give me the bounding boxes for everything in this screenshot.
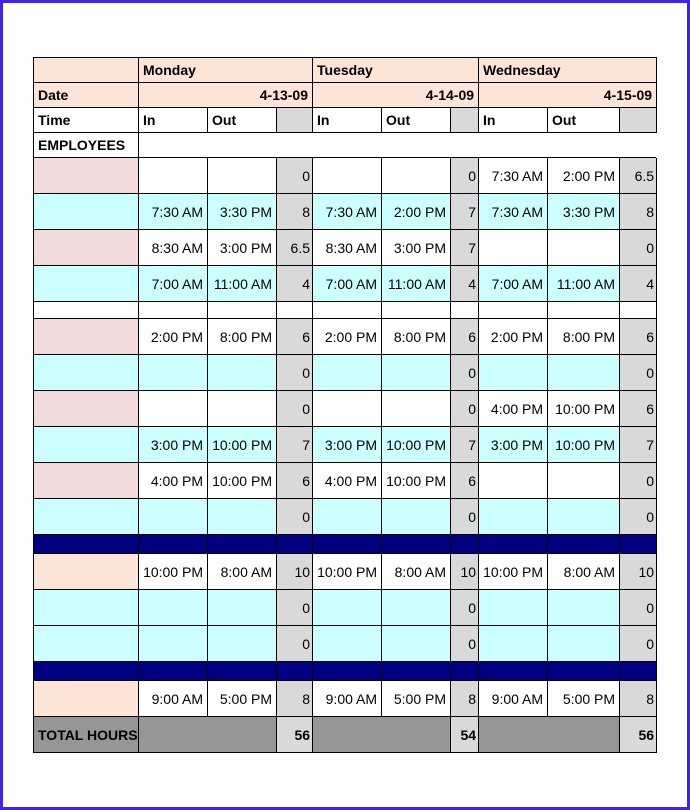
time-out-cell[interactable]: 10:00 PM (382, 463, 451, 499)
time-out-cell[interactable] (382, 590, 451, 626)
time-in-cell[interactable] (479, 463, 548, 499)
separator-cell[interactable] (34, 662, 139, 681)
blank-cell[interactable] (382, 302, 451, 319)
time-in-cell[interactable]: 7:00 AM (479, 266, 548, 302)
timesheet-table (33, 57, 657, 753)
hours-cell[interactable]: 10 (277, 554, 313, 590)
time-out-cell[interactable]: 2:00 PM (548, 158, 620, 194)
time-in-cell[interactable] (479, 590, 548, 626)
hours-cell[interactable]: 8 (620, 681, 657, 717)
time-in-cell[interactable] (139, 499, 208, 535)
employee-name-cell[interactable] (34, 194, 139, 230)
time-in-cell[interactable] (313, 158, 382, 194)
time-out-cell[interactable] (548, 355, 620, 391)
time-in-cell[interactable]: 10:00 PM (139, 554, 208, 590)
out-header[interactable]: Out (548, 108, 620, 133)
time-out-cell[interactable]: 8:00 AM (208, 554, 277, 590)
hours-cell[interactable]: 6 (451, 463, 479, 499)
hours-cell[interactable]: 0 (277, 626, 313, 662)
employee-row (34, 463, 657, 499)
hours-cell[interactable]: 0 (451, 355, 479, 391)
time-out-cell[interactable] (208, 158, 277, 194)
out-header[interactable]: Out (382, 108, 451, 133)
time-label[interactable]: Time (34, 108, 139, 133)
hours-cell[interactable]: 0 (277, 391, 313, 427)
time-out-cell[interactable]: 11:00 AM (208, 266, 277, 302)
employee-name-cell[interactable] (34, 391, 139, 427)
separator-cell[interactable] (313, 535, 382, 554)
employees-row-blank[interactable] (139, 133, 657, 158)
time-out-cell[interactable] (208, 499, 277, 535)
hours-cell[interactable]: 6 (277, 463, 313, 499)
time-in-cell[interactable]: 2:00 PM (139, 319, 208, 355)
time-out-cell[interactable] (382, 626, 451, 662)
employee-row (34, 319, 657, 355)
employee-row (34, 158, 657, 194)
day-header-tuesday[interactable]: Tuesday (313, 58, 479, 83)
time-in-cell[interactable]: 7:30 AM (313, 194, 382, 230)
separator-cell[interactable] (277, 662, 313, 681)
hours-cell[interactable]: 6.5 (620, 158, 657, 194)
separator-cell[interactable] (139, 535, 208, 554)
blank-cell[interactable] (313, 302, 382, 319)
time-out-cell[interactable] (548, 499, 620, 535)
employee-name-cell[interactable] (34, 427, 139, 463)
hours-cell[interactable]: 0 (620, 463, 657, 499)
hours-cell[interactable]: 0 (451, 158, 479, 194)
separator-cell[interactable] (382, 662, 451, 681)
day-header-wednesday[interactable]: Wednesday (479, 58, 657, 83)
time-out-cell[interactable]: 10:00 PM (382, 427, 451, 463)
time-in-cell[interactable] (313, 626, 382, 662)
time-out-cell[interactable]: 8:00 PM (208, 319, 277, 355)
hours-cell[interactable]: 4 (620, 266, 657, 302)
employee-name-cell[interactable] (34, 590, 139, 626)
time-in-cell[interactable]: 3:00 PM (313, 427, 382, 463)
date-monday[interactable]: 4-13-09 (139, 83, 313, 108)
time-out-cell[interactable]: 10:00 PM (548, 391, 620, 427)
separator-cell[interactable] (620, 535, 657, 554)
in-header[interactable]: In (479, 108, 548, 133)
in-header[interactable]: In (313, 108, 382, 133)
blank-cell[interactable] (208, 302, 277, 319)
date-wednesday[interactable]: 4-15-09 (479, 83, 657, 108)
date-tuesday[interactable]: 4-14-09 (313, 83, 479, 108)
time-out-cell[interactable]: 8:00 PM (382, 319, 451, 355)
total-blank-cell[interactable] (139, 717, 277, 753)
time-out-cell[interactable] (382, 355, 451, 391)
time-in-cell[interactable] (139, 158, 208, 194)
time-in-cell[interactable]: 3:00 PM (139, 427, 208, 463)
time-out-cell[interactable]: 3:00 PM (382, 230, 451, 266)
time-out-cell[interactable]: 8:00 PM (548, 319, 620, 355)
hours-cell[interactable]: 6 (620, 319, 657, 355)
separator-cell[interactable] (139, 662, 208, 681)
hours-header[interactable] (451, 108, 479, 133)
hours-cell[interactable]: 8 (277, 681, 313, 717)
time-in-cell[interactable]: 4:00 PM (139, 463, 208, 499)
corner-cell[interactable] (34, 58, 139, 83)
hours-cell[interactable]: 8 (451, 681, 479, 717)
time-in-cell[interactable]: 2:00 PM (479, 319, 548, 355)
time-in-cell[interactable]: 9:00 AM (479, 681, 548, 717)
time-out-cell[interactable]: 5:00 PM (208, 681, 277, 717)
time-in-cell[interactable]: 4:00 PM (479, 391, 548, 427)
blank-cell[interactable] (548, 302, 620, 319)
time-in-cell[interactable] (479, 230, 548, 266)
employees-row (34, 133, 657, 158)
blank-cell[interactable] (139, 302, 208, 319)
employee-name-cell[interactable] (34, 230, 139, 266)
date-row (34, 83, 657, 108)
employee-name-cell[interactable] (34, 463, 139, 499)
total-hours-row (34, 717, 657, 753)
time-in-cell[interactable] (479, 355, 548, 391)
blank-cell[interactable] (34, 302, 139, 319)
hours-cell[interactable]: 8 (277, 194, 313, 230)
employees-label[interactable]: EMPLOYEES (34, 133, 139, 158)
separator-cell[interactable] (208, 662, 277, 681)
time-in-cell[interactable]: 9:00 AM (313, 681, 382, 717)
employee-name-cell[interactable] (34, 319, 139, 355)
time-out-cell[interactable] (382, 391, 451, 427)
time-in-cell[interactable]: 7:30 AM (479, 194, 548, 230)
day-header-monday[interactable]: Monday (139, 58, 313, 83)
employee-name-cell[interactable] (34, 266, 139, 302)
employee-name-cell[interactable] (34, 681, 139, 717)
time-in-cell[interactable]: 7:30 AM (139, 194, 208, 230)
time-out-cell[interactable]: 3:00 PM (208, 230, 277, 266)
employee-name-cell[interactable] (34, 355, 139, 391)
employee-row (34, 266, 657, 302)
hours-cell[interactable]: 8 (620, 194, 657, 230)
time-in-cell[interactable]: 7:00 AM (313, 266, 382, 302)
separator-cell[interactable] (479, 535, 548, 554)
employee-row (34, 194, 657, 230)
time-out-cell[interactable] (382, 499, 451, 535)
hours-cell[interactable]: 7 (620, 427, 657, 463)
time-out-cell[interactable] (208, 355, 277, 391)
hours-cell[interactable]: 7 (451, 230, 479, 266)
total-hours-value[interactable]: 56 (620, 717, 657, 753)
time-out-cell[interactable] (548, 626, 620, 662)
employee-row (34, 230, 657, 266)
hours-cell[interactable]: 6 (620, 391, 657, 427)
time-in-cell[interactable] (139, 590, 208, 626)
time-in-cell[interactable] (479, 499, 548, 535)
employee-name-cell[interactable] (34, 626, 139, 662)
time-out-cell[interactable]: 10:00 PM (208, 463, 277, 499)
blank-cell[interactable] (277, 302, 313, 319)
employee-name-cell[interactable] (34, 499, 139, 535)
time-in-cell[interactable] (139, 626, 208, 662)
time-in-cell[interactable]: 10:00 PM (479, 554, 548, 590)
hours-cell[interactable]: 7 (451, 194, 479, 230)
hours-cell[interactable]: 6 (451, 319, 479, 355)
hours-cell[interactable]: 6.5 (277, 230, 313, 266)
separator-cell[interactable] (620, 662, 657, 681)
time-in-cell[interactable]: 8:30 AM (313, 230, 382, 266)
hours-cell[interactable]: 6 (277, 319, 313, 355)
separator-cell[interactable] (34, 535, 139, 554)
hours-cell[interactable]: 0 (451, 499, 479, 535)
total-hours-value[interactable]: 56 (277, 717, 313, 753)
time-out-cell[interactable] (208, 626, 277, 662)
time-out-cell[interactable] (548, 463, 620, 499)
employee-row (34, 681, 657, 717)
time-out-cell[interactable]: 10:00 PM (208, 427, 277, 463)
hours-header[interactable] (277, 108, 313, 133)
time-in-cell[interactable] (313, 355, 382, 391)
time-in-cell[interactable]: 9:00 AM (139, 681, 208, 717)
time-out-cell[interactable] (382, 158, 451, 194)
hours-cell[interactable]: 0 (620, 626, 657, 662)
separator-cell[interactable] (479, 662, 548, 681)
hours-cell[interactable]: 10 (620, 554, 657, 590)
hours-cell[interactable]: 0 (451, 590, 479, 626)
hours-cell[interactable]: 7 (277, 427, 313, 463)
hours-cell[interactable]: 0 (620, 230, 657, 266)
spacer-row (34, 302, 657, 319)
time-in-cell[interactable]: 10:00 PM (313, 554, 382, 590)
hours-cell[interactable]: 0 (277, 355, 313, 391)
date-label[interactable]: Date (34, 83, 139, 108)
hours-cell[interactable]: 0 (620, 590, 657, 626)
time-in-cell[interactable]: 3:00 PM (479, 427, 548, 463)
blank-cell[interactable] (479, 302, 548, 319)
blank-cell[interactable] (451, 302, 479, 319)
time-out-cell[interactable]: 5:00 PM (382, 681, 451, 717)
employee-row (34, 626, 657, 662)
separator-row (34, 535, 657, 554)
hours-cell[interactable]: 0 (451, 626, 479, 662)
separator-cell[interactable] (382, 535, 451, 554)
time-out-cell[interactable]: 2:00 PM (382, 194, 451, 230)
time-in-cell[interactable]: 8:30 AM (139, 230, 208, 266)
day-header-row (34, 58, 657, 83)
time-in-cell[interactable] (139, 391, 208, 427)
time-out-cell[interactable]: 11:00 AM (382, 266, 451, 302)
time-in-cell[interactable] (313, 499, 382, 535)
employee-row (34, 391, 657, 427)
employee-row (34, 590, 657, 626)
time-out-cell[interactable] (208, 590, 277, 626)
hours-cell[interactable]: 4 (277, 266, 313, 302)
time-out-cell[interactable] (548, 230, 620, 266)
hours-cell[interactable]: 7 (451, 427, 479, 463)
total-hours-label[interactable]: TOTAL HOURS (34, 717, 139, 753)
hours-cell[interactable]: 4 (451, 266, 479, 302)
hours-cell[interactable]: 0 (277, 499, 313, 535)
separator-cell[interactable] (451, 662, 479, 681)
separator-cell[interactable] (548, 662, 620, 681)
separator-row (34, 662, 657, 681)
hours-cell[interactable]: 0 (451, 391, 479, 427)
hours-cell[interactable]: 0 (277, 158, 313, 194)
time-out-cell[interactable]: 11:00 AM (548, 266, 620, 302)
time-out-cell[interactable] (208, 391, 277, 427)
time-in-cell[interactable] (313, 590, 382, 626)
employee-row (34, 355, 657, 391)
time-out-cell[interactable]: 3:30 PM (208, 194, 277, 230)
total-hours-value[interactable]: 54 (451, 717, 479, 753)
time-in-cell[interactable] (139, 355, 208, 391)
blank-cell[interactable] (620, 302, 657, 319)
time-out-cell[interactable]: 10:00 PM (548, 427, 620, 463)
time-in-cell[interactable]: 7:30 AM (479, 158, 548, 194)
time-in-cell[interactable]: 4:00 PM (313, 463, 382, 499)
employee-row (34, 554, 657, 590)
in-header[interactable]: In (139, 108, 208, 133)
separator-cell[interactable] (277, 535, 313, 554)
employee-name-cell[interactable] (34, 158, 139, 194)
employee-name-cell[interactable] (34, 554, 139, 590)
time-out-cell[interactable]: 5:00 PM (548, 681, 620, 717)
hours-cell[interactable]: 10 (451, 554, 479, 590)
out-header[interactable]: Out (208, 108, 277, 133)
time-in-cell[interactable]: 7:00 AM (139, 266, 208, 302)
hours-cell[interactable]: 0 (277, 590, 313, 626)
separator-cell[interactable] (313, 662, 382, 681)
time-out-cell[interactable]: 3:30 PM (548, 194, 620, 230)
employee-row (34, 427, 657, 463)
hours-cell[interactable]: 0 (620, 355, 657, 391)
separator-cell[interactable] (548, 535, 620, 554)
time-in-cell[interactable]: 2:00 PM (313, 319, 382, 355)
total-blank-cell[interactable] (479, 717, 620, 753)
time-out-cell[interactable]: 8:00 AM (548, 554, 620, 590)
time-out-cell[interactable] (548, 590, 620, 626)
time-in-cell[interactable] (479, 626, 548, 662)
time-in-cell[interactable] (313, 391, 382, 427)
separator-cell[interactable] (451, 535, 479, 554)
employee-row (34, 499, 657, 535)
time-out-cell[interactable]: 8:00 AM (382, 554, 451, 590)
hours-cell[interactable]: 0 (620, 499, 657, 535)
time-row (34, 108, 657, 133)
total-blank-cell[interactable] (313, 717, 451, 753)
hours-header[interactable] (620, 108, 657, 133)
separator-cell[interactable] (208, 535, 277, 554)
